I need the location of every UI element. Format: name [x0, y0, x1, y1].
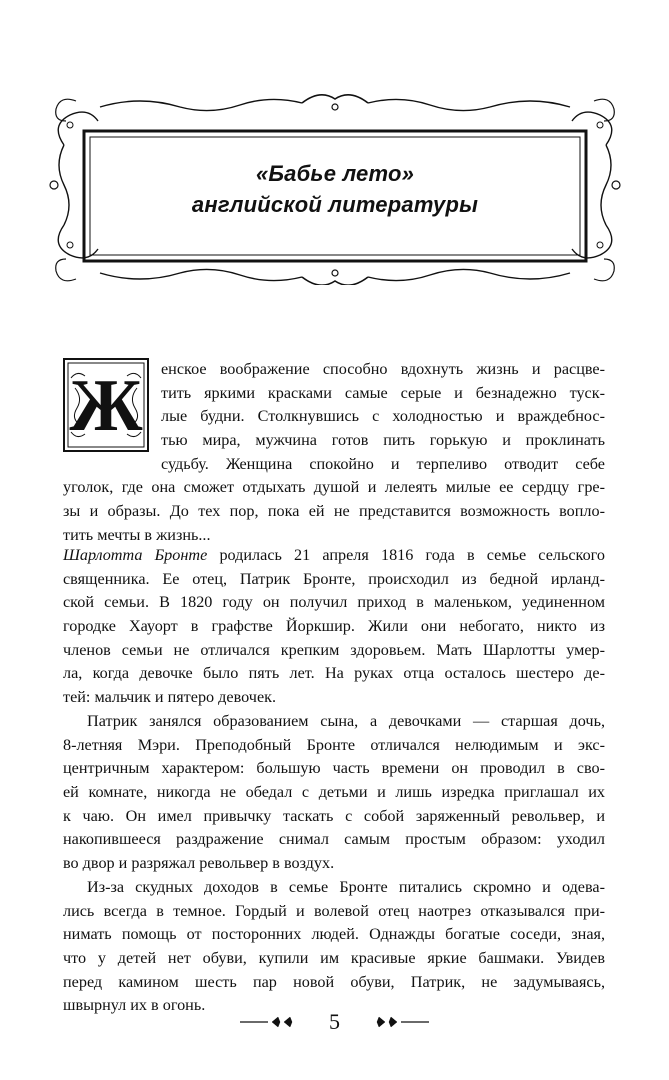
- paragraph-father: [63, 710, 605, 876]
- text-line: что у детей нет обуви, купили им красивые яркие башмаки. Увидев: [63, 949, 605, 968]
- text-line: тить яркими красками самые серые и безнадежно туск-: [161, 383, 605, 402]
- text-line: судьбу. Женщина спокойно и терпеливо отводит себе: [161, 454, 605, 473]
- text-line: лись всегда в темное. Гордый и волевой отец наотрез отказывался при-: [63, 901, 605, 920]
- chapter-title-line-2: английской литературы: [191, 192, 479, 217]
- chapter-title-line-1: «Бабье лето»: [255, 161, 415, 186]
- text-line: центричным характером: большую часть времени он проводил в сво-: [63, 759, 605, 778]
- text-line: перед камином шесть пар новой обуви, Патрик, не задумываясь,: [63, 972, 605, 991]
- text-line: швырнул их в огонь.: [63, 996, 206, 1015]
- text-line: тей: мальчик и пятеро девочек.: [63, 688, 277, 707]
- drop-cap-letter: Ж: [69, 365, 143, 447]
- text-line: тью мира, мужчина готов пить горькую и проклинать: [161, 431, 605, 450]
- paragraph-biography: [63, 544, 605, 710]
- paragraph-poverty: [63, 876, 605, 1018]
- person-name: Шарлотта Бронте: [63, 546, 208, 564]
- text-line: во двор и разряжал револьвер в воздух.: [63, 854, 335, 873]
- text-line: зы и образы. До тех пор, пока ей не представится возможность вопло-: [63, 502, 605, 521]
- text-line: [63, 544, 605, 568]
- text-line: к чаю. Он имел привычку таскать с собой заряженный револьвер, и: [63, 806, 605, 825]
- page-footer: [0, 1008, 669, 1038]
- text-line: енское воображение способно вдохнуть жизнь и расцве-: [161, 360, 605, 378]
- text-line: 8-летняя Мэри. Преподобный Бронте отличался нелюдимым и экс-: [63, 735, 605, 754]
- text-line: уголок, где она сможет отдыхать душой и лелеять милые ее сердцу гре-: [63, 478, 605, 497]
- text-line: священника. Ее отец, Патрик Бронте, происходил из бедной ирланд-: [63, 569, 605, 588]
- text-line: нимать помощь от посторонних людей. Однажды богатые соседи, зная,: [63, 925, 605, 944]
- page-number: 5: [329, 1009, 340, 1034]
- text-line: Патрик занялся образованием сына, а девочками — старшая дочь,: [87, 712, 605, 730]
- chapter-title: [40, 158, 630, 220]
- text-line: Из-за скудных доходов в семье Бронте питались скромно и одева-: [87, 878, 605, 896]
- paragraph-intro: [63, 358, 605, 548]
- text-line: ской семьи. В 1820 году он получил приход в маленьком, уединенном: [63, 593, 605, 612]
- text-line: тить мечты в жизнь...: [63, 525, 211, 544]
- text-line: лые будни. Столкнувшись с холодностью и враждебнос-: [161, 407, 605, 426]
- text-line: ей комнате, никогда не обедал с детьми и лишь изредка приглашал их: [63, 783, 605, 802]
- text-line: городке Хауорт в графстве Йоркшир. Жили они небогато, никто из: [63, 617, 605, 636]
- text-span: родилась 21 апреля 1816 года в семье сельского: [207, 546, 605, 564]
- text-line: членов семьи не отличался крепким здоровьем. Мать Шарлотты умер-: [63, 640, 605, 659]
- text-line: накопившееся раздражение снимал самым простым образом: уходил: [63, 830, 605, 849]
- text-line: ла, когда девочке было пять лет. На руках отца осталось шестеро де-: [63, 664, 605, 683]
